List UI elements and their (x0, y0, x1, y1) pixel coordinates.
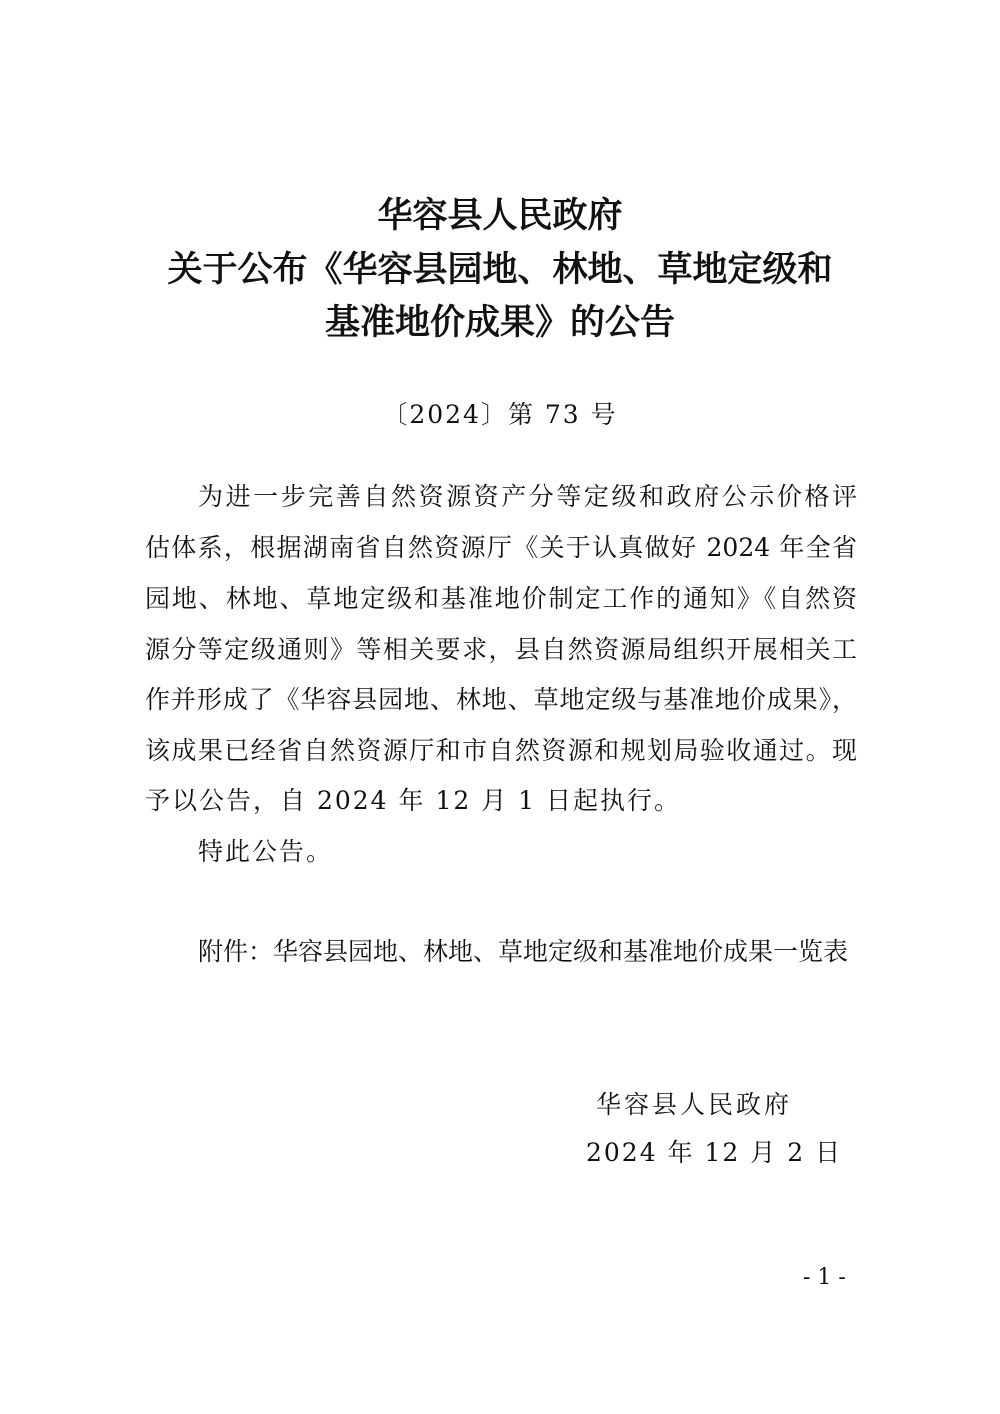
document-number: 〔2024〕第 73 号 (382, 400, 618, 429)
title-line-2: 关于公布《华容县园地、林地、草地定级和 (167, 249, 833, 290)
body-line: 为进一步完善自然资源资产分等定级和政府公示价格评 (198, 482, 857, 511)
body-line: 源分等定级通则》等相关要求，县自然资源局组织开展相关工 (145, 635, 857, 664)
title-line-1: 华容县人民政府 (377, 195, 623, 236)
body-line: 作并形成了《华容县园地、林地、草地定级与基准地价成果》， (145, 685, 857, 714)
closing-text: 特此公告。 (198, 837, 334, 866)
attachment-line: 附件：华容县园地、林地、草地定级和基准地价成果一览表 (198, 937, 849, 966)
body-line: 园地、林地、草地定级和基准地价制定工作的通知》《自然资 (145, 584, 857, 613)
signature-date: 2024 年 12 月 2 日 (586, 1138, 843, 1167)
title-line-3: 基准地价成果》的公告 (324, 302, 675, 343)
signature-org: 华容县人民政府 (596, 1090, 793, 1119)
body-line: 估体系，根据湖南省自然资源厅《关于认真做好 2024 年全省 (145, 533, 857, 562)
page-number: - 1 - (803, 1265, 846, 1290)
body-line: 该成果已经省自然资源厅和市自然资源和规划局验收通过。现 (145, 736, 857, 765)
body-line: 予以公告，自 2024 年 12 月 1 日起执行。 (145, 786, 682, 815)
